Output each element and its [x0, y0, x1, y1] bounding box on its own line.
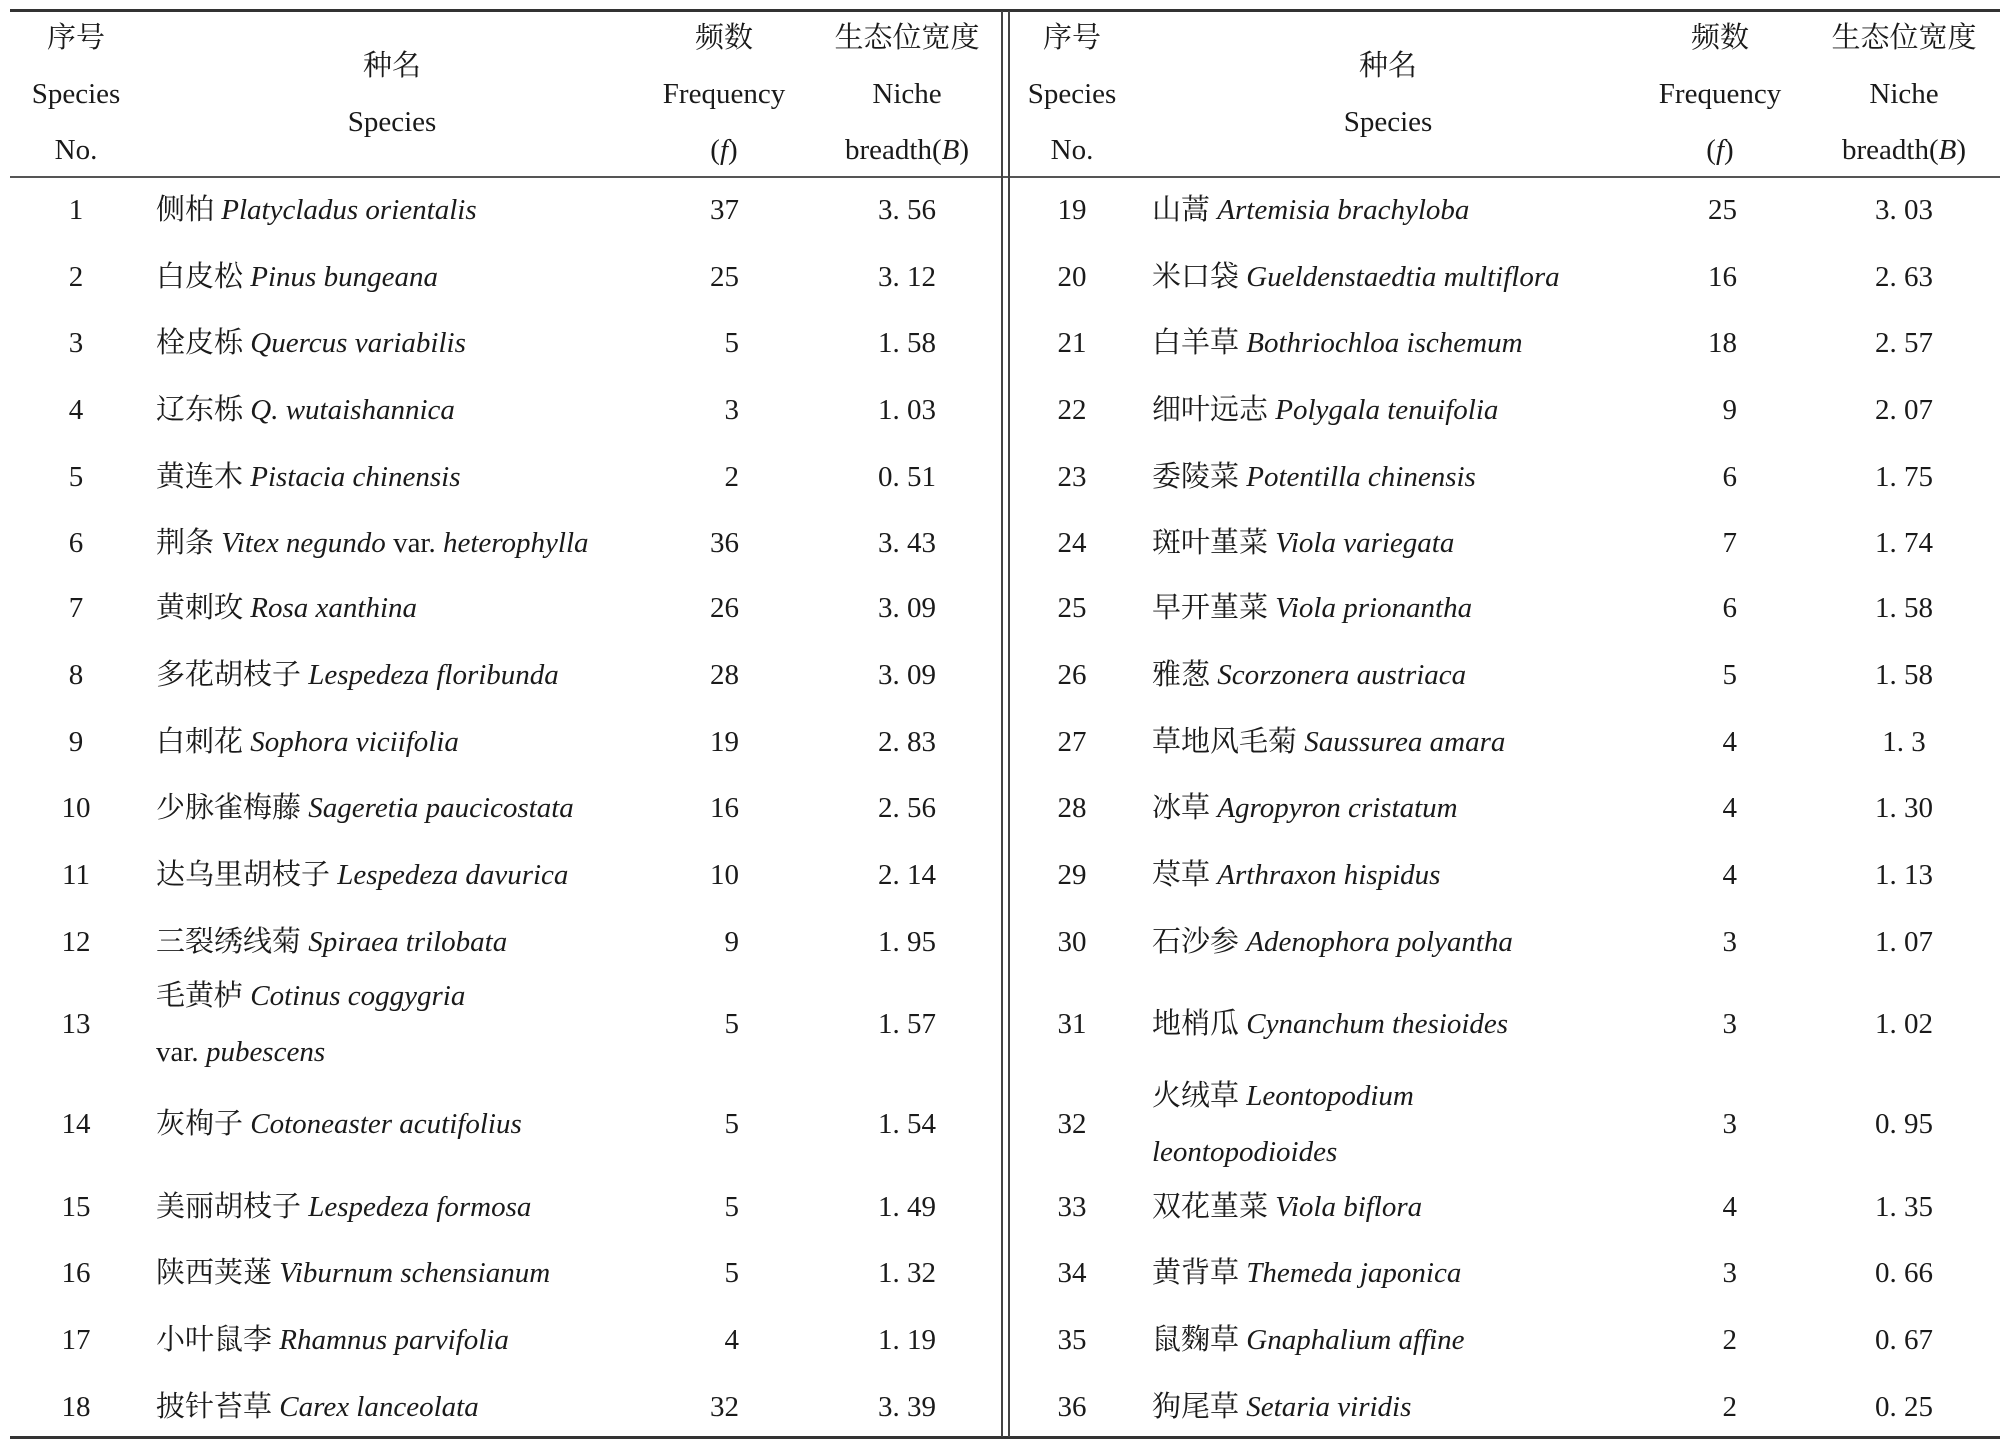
- chinese-name: 多花胡枝子: [156, 659, 302, 691]
- scientific-name: Cotinus coggygria: [250, 980, 466, 1012]
- species-name: [1152, 525, 1454, 561]
- scientific-name: Gueldenstaedtia multiflora: [1246, 261, 1560, 293]
- species-number: 2: [68, 261, 84, 293]
- niche-breadth-value: 0. 95: [1875, 1108, 1933, 1140]
- right-header-name-line: Species: [1343, 106, 1433, 138]
- scientific-name: Quercus variabilis: [250, 327, 466, 359]
- left-header-freq-line: Frequency: [662, 78, 786, 110]
- frequency-value: 5: [724, 1191, 739, 1223]
- chinese-name: 白皮松: [156, 261, 244, 293]
- chinese-name: 狗尾草: [1152, 1391, 1240, 1423]
- niche-breadth-value: 3. 12: [878, 261, 936, 293]
- scientific-name: Cotoneaster acutifolius: [250, 1108, 522, 1140]
- frequency-value: 9: [1722, 394, 1737, 426]
- column-divider-left: [1001, 11, 1003, 1437]
- species-number: 6: [68, 527, 84, 559]
- species-name: [1152, 459, 1476, 495]
- chinese-name: 荆条: [156, 527, 215, 559]
- scientific-name: Lespedeza floribunda: [308, 659, 559, 691]
- chinese-name: 冰草: [1152, 792, 1211, 824]
- frequency-value: 16: [1708, 261, 1737, 293]
- species-name-continued: [1152, 1134, 1337, 1170]
- frequency-value: 36: [710, 527, 739, 559]
- chinese-name: 小叶鼠李: [156, 1324, 273, 1356]
- scientific-name: Leontopodium: [1246, 1080, 1414, 1112]
- scientific-name: Gnaphalium affine: [1246, 1324, 1465, 1356]
- species-number: 27: [1057, 726, 1087, 758]
- species-name: [156, 1322, 509, 1358]
- paren-close: ): [728, 134, 738, 166]
- species-number: 18: [61, 1391, 91, 1423]
- variety-name: heterophylla: [443, 527, 589, 559]
- frequency-value: 37: [710, 194, 739, 226]
- niche-breadth-value: 0. 25: [1875, 1391, 1933, 1423]
- left-header-name-line: 种名: [362, 50, 421, 82]
- right-header-niche-symbol: [1794, 132, 2005, 168]
- frequency-value: 9: [724, 926, 739, 958]
- chinese-name: 荩草: [1152, 859, 1211, 891]
- right-header-no-line: Species: [1027, 78, 1117, 110]
- frequency-value: 2: [724, 461, 739, 493]
- species-number: 10: [61, 792, 91, 824]
- left-header-niche-line: 生态位宽度: [834, 22, 980, 54]
- species-number: 17: [61, 1324, 91, 1356]
- frequency-value: 28: [710, 659, 739, 691]
- right-header-freq-line: 频数: [1690, 22, 1749, 54]
- scientific-name: Rosa xanthina: [250, 592, 418, 624]
- chinese-name: 斑叶堇菜: [1152, 527, 1269, 559]
- species-number: 24: [1057, 527, 1087, 559]
- species-name: [1152, 924, 1513, 960]
- niche-breadth-value: 3. 09: [878, 659, 936, 691]
- left-header-no-line: No.: [54, 134, 98, 166]
- column-divider-right: [1008, 11, 1010, 1437]
- species-name: [1152, 1006, 1508, 1042]
- scientific-name: Pistacia chinensis: [250, 461, 461, 493]
- variety-label: var.: [393, 527, 436, 559]
- scientific-name: Adenophora polyantha: [1246, 926, 1513, 958]
- species-name: [156, 525, 589, 561]
- scientific-name: Rhamnus parvifolia: [279, 1324, 509, 1356]
- species-number: 32: [1057, 1108, 1087, 1140]
- scientific-name: Scorzonera austriaca: [1217, 659, 1467, 691]
- species-number: 15: [61, 1191, 91, 1223]
- species-number: 35: [1057, 1324, 1087, 1356]
- species-number: 29: [1057, 859, 1087, 891]
- species-number: 11: [62, 859, 90, 891]
- right-header-niche-line: Niche: [1869, 78, 1939, 110]
- species-number: 21: [1057, 327, 1087, 359]
- species-number: 23: [1057, 461, 1087, 493]
- frequency-value: 3: [1722, 1008, 1737, 1040]
- chinese-name: 达乌里胡枝子: [156, 859, 331, 891]
- niche-breadth-value: 2. 83: [878, 726, 936, 758]
- breadth-label: breadth(: [1841, 134, 1939, 166]
- species-name: [156, 392, 455, 428]
- chinese-name: 白羊草: [1152, 327, 1240, 359]
- species-name: [156, 657, 559, 693]
- paren-close: ): [1956, 134, 1966, 166]
- frequency-value: 3: [724, 394, 739, 426]
- chinese-name: 双花堇菜: [1152, 1191, 1269, 1223]
- species-name: [1152, 590, 1472, 626]
- species-name: [156, 724, 459, 760]
- niche-breadth-value: 2. 63: [1875, 261, 1933, 293]
- symbol-b: B: [941, 134, 960, 166]
- niche-breadth-value: 1. 3: [1882, 726, 1926, 758]
- symbol-b: B: [1938, 134, 1957, 166]
- right-header-freq-symbol: [1620, 132, 1820, 168]
- frequency-value: 25: [1708, 194, 1737, 226]
- species-name: [156, 857, 568, 893]
- species-name: [1152, 259, 1560, 295]
- chinese-name: 草地风毛菊: [1152, 726, 1298, 758]
- species-name: [1152, 1189, 1422, 1225]
- frequency-value: 16: [710, 792, 739, 824]
- niche-breadth-value: 1. 58: [1875, 592, 1933, 624]
- chinese-name: 黄连木: [156, 461, 244, 493]
- frequency-value: 7: [1722, 527, 1737, 559]
- scientific-name: Vitex negundo: [221, 527, 386, 559]
- frequency-value: 2: [1722, 1391, 1737, 1423]
- scientific-name: Sophora viciifolia: [250, 726, 459, 758]
- paren-open: (: [710, 134, 720, 166]
- frequency-value: 5: [724, 1008, 739, 1040]
- scientific-name: Viburnum schensianum: [279, 1257, 551, 1289]
- scientific-name: Lespedeza formosa: [308, 1191, 532, 1223]
- chinese-name: 侧柏: [156, 194, 215, 226]
- frequency-value: 18: [1708, 327, 1737, 359]
- niche-breadth-value: 0. 67: [1875, 1324, 1933, 1356]
- right-header-freq-line: Frequency: [1658, 78, 1782, 110]
- species-name: [1152, 1255, 1461, 1291]
- frequency-value: 5: [724, 1257, 739, 1289]
- chinese-name: 栓皮栎: [156, 327, 244, 359]
- niche-breadth-value: 2. 56: [878, 792, 936, 824]
- niche-breadth-value: 0. 66: [1875, 1257, 1933, 1289]
- symbol-f: f: [719, 134, 729, 166]
- scientific-name: Spiraea trilobata: [308, 926, 508, 958]
- chinese-name: 山蒿: [1152, 194, 1211, 226]
- niche-breadth-value: 1. 30: [1875, 792, 1933, 824]
- species-number: 13: [61, 1008, 91, 1040]
- scientific-name: Bothriochloa ischemum: [1246, 327, 1523, 359]
- species-name: [156, 459, 461, 495]
- chinese-name: 早开堇菜: [1152, 592, 1269, 624]
- scientific-name: Viola prionantha: [1275, 592, 1473, 624]
- scientific-name: Arthraxon hispidus: [1217, 859, 1441, 891]
- frequency-value: 5: [1722, 659, 1737, 691]
- niche-breadth-value: 1. 57: [878, 1008, 936, 1040]
- species-number: 12: [61, 926, 91, 958]
- niche-breadth-value: 0. 51: [878, 461, 936, 493]
- species-name: [1152, 857, 1440, 893]
- chinese-name: 鼠麴草: [1152, 1324, 1240, 1356]
- niche-breadth-value: 1. 49: [878, 1191, 936, 1223]
- species-number: 14: [61, 1108, 91, 1140]
- species-name: [156, 790, 574, 826]
- scientific-name: Saussurea amara: [1304, 726, 1506, 758]
- frequency-value: 6: [1722, 592, 1737, 624]
- left-header-freq-line: 频数: [694, 22, 753, 54]
- chinese-name: 火绒草: [1152, 1080, 1240, 1112]
- species-name-continued: [156, 1034, 325, 1070]
- species-number: 26: [1057, 659, 1087, 691]
- niche-breadth-value: 1. 74: [1875, 527, 1933, 559]
- species-number: 16: [61, 1257, 91, 1289]
- scientific-name: Q. wutaishannica: [250, 394, 455, 426]
- niche-breadth-value: 1. 58: [878, 327, 936, 359]
- species-name: [1152, 1389, 1411, 1425]
- species-number: 5: [68, 461, 84, 493]
- scientific-name: Platycladus orientalis: [221, 194, 477, 226]
- niche-breadth-value: 1. 07: [1875, 926, 1933, 958]
- scientific-name: Themeda japonica: [1246, 1257, 1462, 1289]
- species-number: 19: [1057, 194, 1087, 226]
- species-number: 33: [1057, 1191, 1087, 1223]
- niche-breadth-value: 1. 32: [878, 1257, 936, 1289]
- species-name: [156, 1255, 550, 1291]
- chinese-name: 少脉雀梅藤: [156, 792, 302, 824]
- frequency-value: 26: [710, 592, 739, 624]
- niche-breadth-value: 1. 58: [1875, 659, 1933, 691]
- frequency-value: 4: [1722, 792, 1737, 824]
- scientific-name: Viola biflora: [1275, 1191, 1423, 1223]
- species-name: [156, 1189, 531, 1225]
- chinese-name: 雅葱: [1152, 659, 1211, 691]
- species-number: 1: [68, 194, 84, 226]
- symbol-f: f: [1715, 134, 1725, 166]
- niche-breadth-value: 3. 39: [878, 1391, 936, 1423]
- variety-name: pubescens: [205, 1036, 326, 1068]
- niche-breadth-value: 2. 14: [878, 859, 936, 891]
- frequency-value: 6: [1722, 461, 1737, 493]
- chinese-name: 灰栒子: [156, 1108, 244, 1140]
- niche-breadth-value: 3. 56: [878, 194, 936, 226]
- niche-breadth-value: 1. 02: [1875, 1008, 1933, 1040]
- frequency-value: 4: [1722, 1191, 1737, 1223]
- chinese-name: 辽东栎: [156, 394, 244, 426]
- chinese-name: 黄刺玫: [156, 592, 244, 624]
- niche-breadth-value: 2. 57: [1875, 327, 1933, 359]
- scientific-name: Cynanchum thesioides: [1246, 1008, 1509, 1040]
- frequency-value: 2: [1722, 1324, 1737, 1356]
- species-number: 36: [1057, 1391, 1087, 1423]
- top-rule: [10, 9, 2000, 12]
- chinese-name: 毛黄栌: [156, 980, 244, 1012]
- species-number: 30: [1057, 926, 1087, 958]
- scientific-name: Potentilla chinensis: [1246, 461, 1476, 493]
- species-name: [1152, 325, 1523, 361]
- niche-breadth-value: 1. 54: [878, 1108, 936, 1140]
- frequency-value: 3: [1722, 926, 1737, 958]
- species-number: 7: [68, 592, 84, 624]
- niche-breadth-value: 1. 19: [878, 1324, 936, 1356]
- species-number: 34: [1057, 1257, 1087, 1289]
- species-name: [156, 259, 438, 295]
- species-number: 28: [1057, 792, 1087, 824]
- species-name: [1152, 392, 1498, 428]
- frequency-value: 32: [710, 1391, 739, 1423]
- species-name: [156, 1389, 479, 1425]
- breadth-label: breadth(: [844, 134, 942, 166]
- niche-breadth-value: 1. 75: [1875, 461, 1933, 493]
- scientific-name: Setaria viridis: [1246, 1391, 1412, 1423]
- header-bottom-rule: [10, 176, 2000, 178]
- chinese-name: 黄背草: [1152, 1257, 1240, 1289]
- species-name: [1152, 724, 1505, 760]
- left-header-no-line: 序号: [46, 22, 105, 54]
- chinese-name: 美丽胡枝子: [156, 1191, 302, 1223]
- right-header-name-line: 种名: [1358, 50, 1417, 82]
- niche-breadth-value: 1. 03: [878, 394, 936, 426]
- bottom-rule: [10, 1436, 2000, 1439]
- niche-breadth-value: 1. 13: [1875, 859, 1933, 891]
- chinese-name: 白刺花: [156, 726, 244, 758]
- chinese-name: 石沙参: [1152, 926, 1240, 958]
- scientific-name: Viola variegata: [1275, 527, 1455, 559]
- right-header-niche-line: 生态位宽度: [1831, 22, 1977, 54]
- species-name: [1152, 657, 1466, 693]
- chinese-name: 披针苔草: [156, 1391, 273, 1423]
- scientific-name: Agropyron cristatum: [1217, 792, 1458, 824]
- scientific-name: Pinus bungeana: [250, 261, 438, 293]
- frequency-value: 3: [1722, 1108, 1737, 1140]
- species-number: 9: [68, 726, 84, 758]
- frequency-value: 5: [724, 327, 739, 359]
- left-header-freq-symbol: [624, 132, 824, 168]
- niche-breadth-value: 3. 43: [878, 527, 936, 559]
- frequency-value: 4: [1722, 726, 1737, 758]
- niche-breadth-value: 2. 07: [1875, 394, 1933, 426]
- paren-open: (: [1706, 134, 1716, 166]
- frequency-value: 5: [724, 1108, 739, 1140]
- chinese-name: 细叶远志: [1152, 394, 1269, 426]
- frequency-value: 4: [724, 1324, 739, 1356]
- species-name: [1152, 1322, 1465, 1358]
- scientific-name: Sageretia paucicostata: [308, 792, 574, 824]
- species-name: [156, 325, 466, 361]
- species-number: 22: [1057, 394, 1087, 426]
- paren-close: ): [959, 134, 969, 166]
- chinese-name: 米口袋: [1152, 261, 1240, 293]
- niche-breadth-value: 3. 09: [878, 592, 936, 624]
- species-name: [156, 590, 417, 626]
- species-name: [1152, 1078, 1414, 1114]
- frequency-value: 25: [710, 261, 739, 293]
- variety-label: var.: [156, 1036, 199, 1068]
- species-name: [156, 924, 507, 960]
- left-header-niche-symbol: [797, 132, 1017, 168]
- species-name: [156, 1106, 522, 1142]
- scientific-name: Lespedeza davurica: [337, 859, 569, 891]
- left-header-name-line: Species: [347, 106, 437, 138]
- variety-name: leontopodioides: [1152, 1136, 1338, 1168]
- species-number: 8: [68, 659, 84, 691]
- scientific-name: Polygala tenuifolia: [1275, 394, 1499, 426]
- frequency-value: 19: [710, 726, 739, 758]
- chinese-name: 委陵菜: [1152, 461, 1240, 493]
- species-name: [1152, 192, 1469, 228]
- niche-breadth-value: 3. 03: [1875, 194, 1933, 226]
- species-number: 3: [68, 327, 84, 359]
- chinese-name: 地梢瓜: [1152, 1008, 1240, 1040]
- frequency-value: 3: [1722, 1257, 1737, 1289]
- species-name: [156, 978, 465, 1014]
- niche-breadth-value: 1. 35: [1875, 1191, 1933, 1223]
- niche-breadth-value: 1. 95: [878, 926, 936, 958]
- right-header-no-line: 序号: [1042, 22, 1101, 54]
- chinese-name: 陕西荚蒾: [156, 1257, 273, 1289]
- chinese-name: 三裂绣线菊: [156, 926, 302, 958]
- scientific-name: Carex lanceolata: [279, 1391, 479, 1423]
- species-number: 4: [68, 394, 84, 426]
- species-number: 20: [1057, 261, 1087, 293]
- left-header-no-line: Species: [31, 78, 121, 110]
- right-header-no-line: No.: [1050, 134, 1094, 166]
- species-name: [1152, 790, 1458, 826]
- left-header-niche-line: Niche: [872, 78, 942, 110]
- species-number: 25: [1057, 592, 1087, 624]
- frequency-value: 4: [1722, 859, 1737, 891]
- scientific-name: Artemisia brachyloba: [1217, 194, 1470, 226]
- species-name: [156, 192, 477, 228]
- paren-close: ): [1724, 134, 1734, 166]
- frequency-value: 10: [710, 859, 739, 891]
- species-number: 31: [1057, 1008, 1087, 1040]
